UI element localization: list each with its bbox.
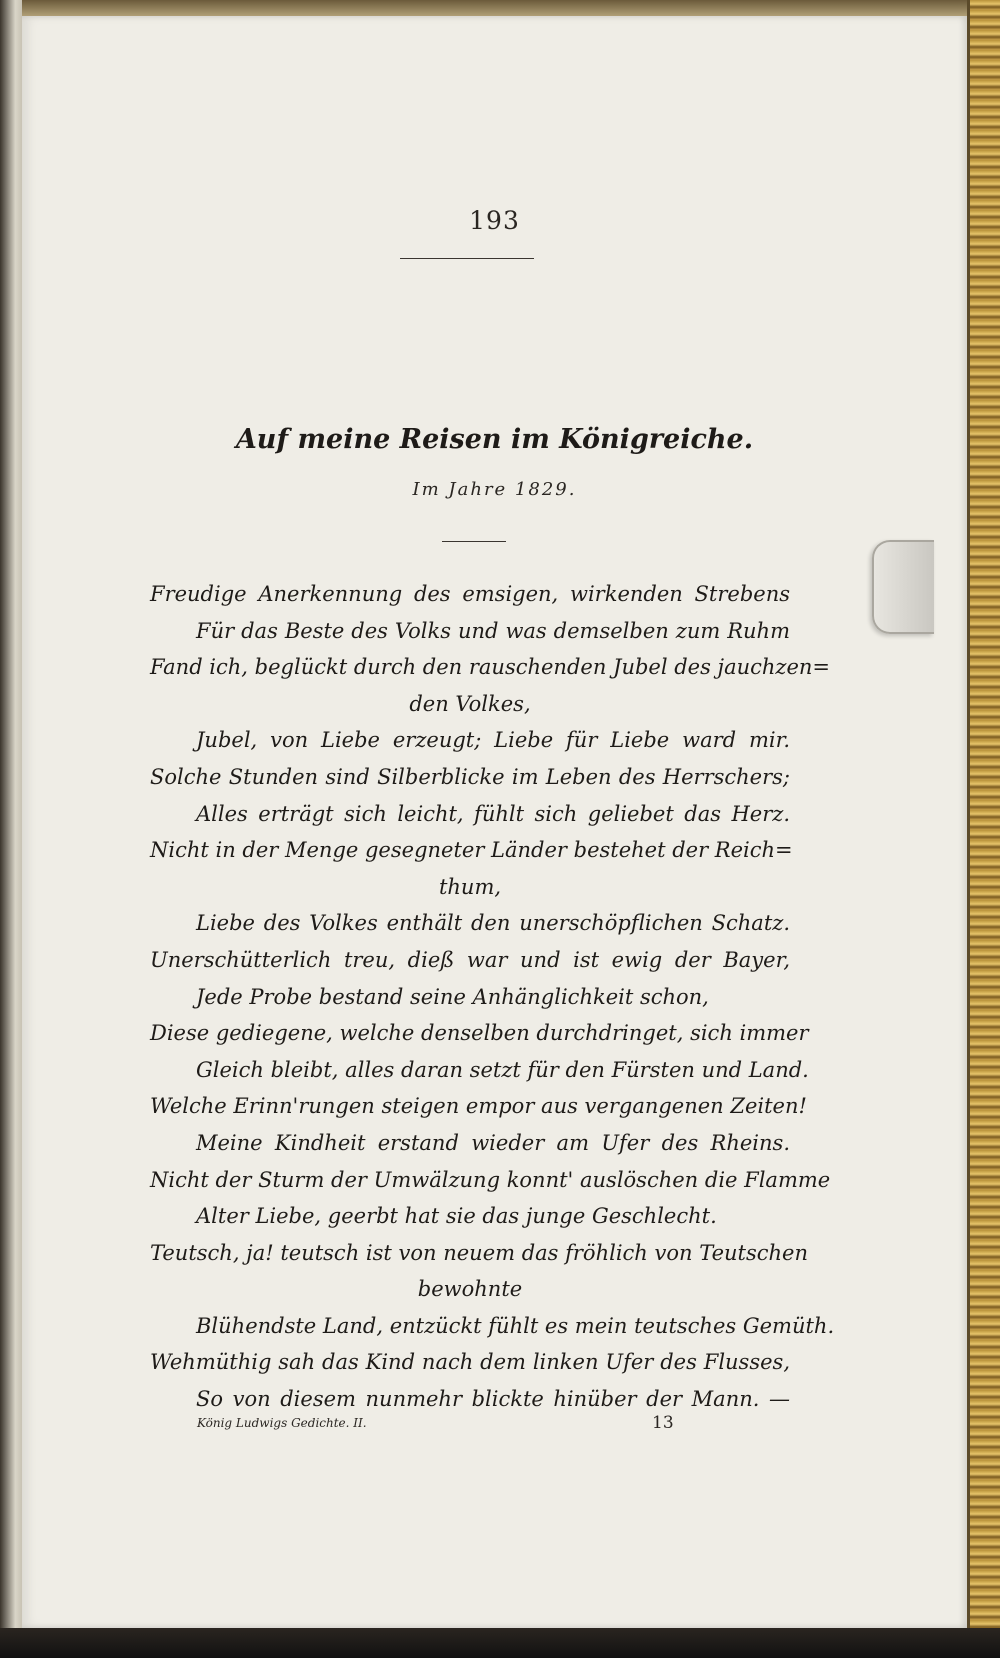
poem-line: den Volkes,: [409, 691, 531, 716]
poem-line: Nicht in der Menge gesegneter Länder bestehet der Reich=: [150, 838, 793, 863]
poem-line: Welche Erinn'rungen steigen empor aus vergangenen Zeiten!: [150, 1094, 807, 1119]
poem-line: Diese gediegene, welche denselben durchdringet, sich immer: [150, 1021, 809, 1046]
poem-line: Jubel, von Liebe erzeugt; Liebe für Liebe ward mir.: [196, 728, 790, 753]
poem-line: Freudige Anerkennung des emsigen, wirkenden Strebens: [150, 582, 790, 606]
poem-line: Wehmüthig sah das Kind nach dem linken Ufer des Flusses,: [150, 1350, 790, 1375]
poem-line: Alter Liebe, geerbt hat sie das junge Geschlecht.: [196, 1204, 717, 1229]
poem-line: Gleich bleibt, alles daran setzt für den Fürsten und Land.: [196, 1057, 809, 1082]
poem-line: Jede Probe bestand seine Anhänglichkeit schon,: [196, 984, 709, 1009]
footer-sheet-number: 13: [652, 1413, 674, 1433]
poem-line: Blühendste Land, entzückt fühlt es mein teutsches Gemüth.: [196, 1313, 835, 1338]
poem-line: Solche Stunden sind Silberblicke im Leben des Herrschers;: [150, 764, 790, 789]
header-rule: [400, 258, 534, 259]
poem-line: Alles erträgt sich leicht, fühlt sich geliebet das Herz.: [196, 801, 790, 826]
poem-subtitle: Im Jahre 1829.: [412, 479, 577, 500]
poem-body: [150, 576, 835, 1418]
poem-line: Teutsch, ja! teutsch ist von neuem das fröhlich von Teutschen: [150, 1240, 808, 1265]
footer-signature: König Ludwigs Gedichte. II.: [197, 1416, 367, 1430]
title-rule: [442, 541, 506, 542]
book-page: [22, 16, 967, 1628]
book-bottom-edge: [0, 1628, 1000, 1658]
poem-line: Nicht der Sturm der Umwälzung konnt' auslöschen die Flamme: [150, 1167, 831, 1192]
page-clip-bookmark: [872, 540, 934, 634]
poem-line: thum,: [438, 874, 502, 899]
poem-line: Für das Beste des Volks und was demselben zum Ruhm: [196, 618, 790, 643]
poem-line: Liebe des Volkes enthält den unerschöpflichen Schatz.: [196, 911, 790, 936]
page-number: 193: [469, 206, 520, 235]
poem-title: Auf meine Reisen im Königreiche.: [235, 424, 754, 455]
poem-line: Meine Kindheit erstand wieder am Ufer des Rheins.: [196, 1130, 790, 1155]
poem-line: Unerschütterlich treu, dieß war und ist ewig der Bayer,: [150, 947, 790, 972]
poem-line: bewohnte: [417, 1277, 523, 1302]
gilt-page-edge: [967, 0, 1000, 1658]
book-spine-edge: [0, 0, 22, 1658]
poem-line: So von diesem nunmehr blickte hinüber der Mann. —: [196, 1387, 790, 1412]
poem-line: Fand ich, beglückt durch den rauschenden Jubel des jauchzen=: [150, 655, 831, 680]
